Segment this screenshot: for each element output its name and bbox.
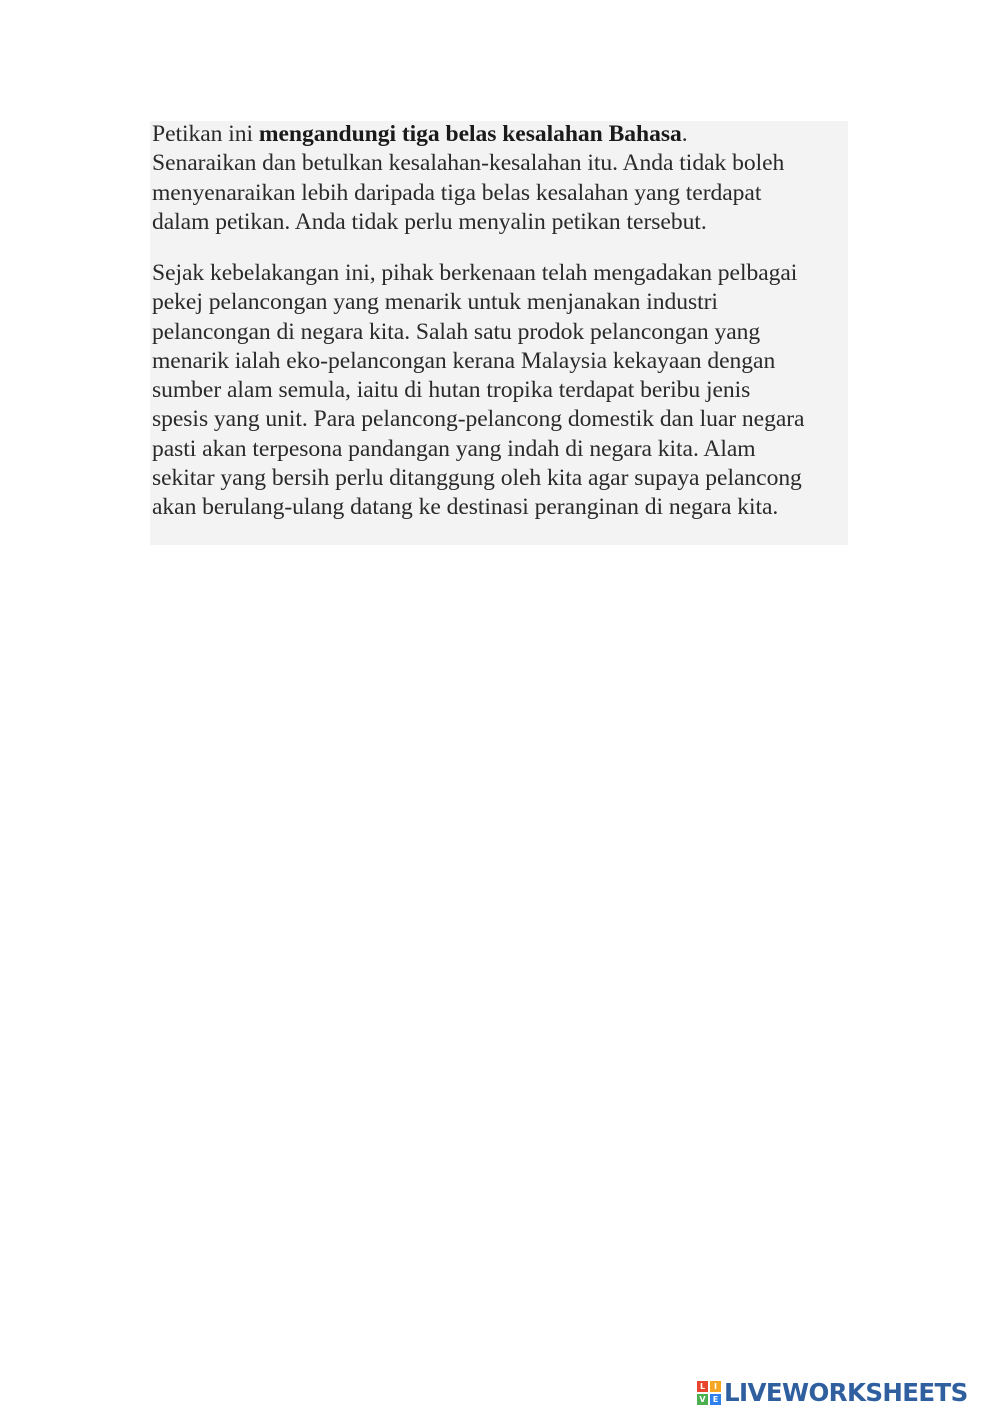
liveworksheets-logo[interactable] bbox=[697, 1378, 968, 1408]
logo-letter-i: I bbox=[710, 1381, 721, 1392]
passage-line: Sejak kebelakangan ini, pihak berkenaan telah mengadakan pelbagai bbox=[152, 260, 798, 286]
passage-line: pasti akan terpesona pandangan yang indah di negara kita. Alam bbox=[152, 435, 756, 462]
passage-line: pekej pelancongan yang menarik untuk menjanakan industri bbox=[152, 289, 718, 316]
liveworksheets-logo-icon bbox=[697, 1381, 721, 1405]
instructions-period: . bbox=[681, 121, 688, 147]
instructions-lead-text: Petikan ini bbox=[152, 121, 259, 147]
instructions-line-2: Senaraikan dan betulkan kesalahan-kesalahan itu. Anda tidak boleh bbox=[152, 150, 785, 177]
passage-line: akan berulang-ulang datang ke destinasi peranginan di negara kita. bbox=[152, 494, 779, 521]
logo-letter-e: E bbox=[710, 1394, 721, 1405]
passage-line: menarik ialah eko-pelancongan kerana Malaysia kekayaan dengan bbox=[152, 347, 776, 374]
instructions bbox=[152, 120, 852, 237]
instructions-line-4: dalam petikan. Anda tidak perlu menyalin petikan tersebut. bbox=[152, 208, 707, 235]
passage-text bbox=[152, 259, 852, 523]
logo-letter-v: V bbox=[697, 1394, 708, 1405]
liveworksheets-logo-text: LIVEWORKSHEETS bbox=[724, 1378, 968, 1407]
instructions-line-1 bbox=[152, 120, 852, 149]
instructions-line-3: menyenaraikan lebih daripada tiga belas kesalahan yang terdapat bbox=[152, 179, 762, 206]
logo-letter-l: L bbox=[697, 1381, 708, 1392]
passage-line: sumber alam semula, iaitu di hutan tropika terdapat beribu jenis bbox=[152, 377, 751, 404]
passage-line: sekitar yang bersih perlu ditanggung oleh kita agar supaya pelancong bbox=[152, 465, 802, 492]
passage-line: spesis yang unit. Para pelancong-pelancong domestik dan luar negara bbox=[152, 406, 805, 433]
instructions-emphasis: mengandungi tiga belas kesalahan Bahasa bbox=[258, 121, 682, 147]
passage-line: pelancongan di negara kita. Salah satu prodok pelancongan yang bbox=[152, 318, 761, 345]
